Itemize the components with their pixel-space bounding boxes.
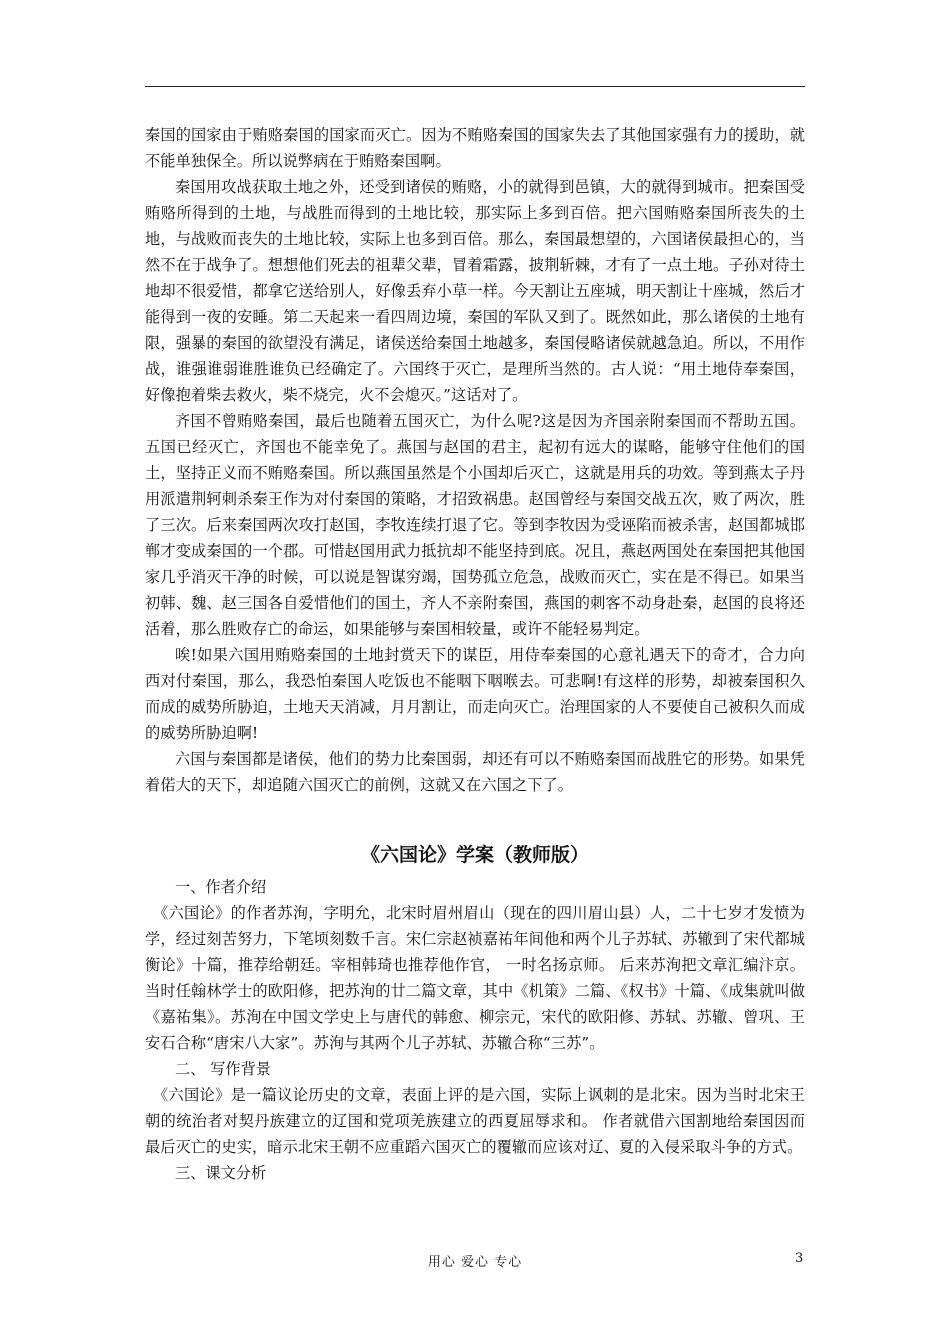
- footer-motto: 用心 爱心 专心: [427, 1255, 523, 1270]
- section-heading-background: 二、 写作背景: [175, 1060, 271, 1078]
- section-heading-author: 一、作者介绍: [175, 878, 267, 896]
- essay-paragraph-5: 六国与秦国都是诸侯，他们的势力比秦国弱，却还有可以不贿赂秦国而战胜它的形势。如果凭着偌大的天下，却追随六国灭亡的前例，这就又在六国之下了。: [145, 750, 805, 794]
- essay-paragraph-2: 秦国用攻战获取土地之外，还受到诸侯的贿赂，小的就得到邑镇，大的就得到城市。把秦国受贿赂所得到的土地，与战胜而得到的土地比较，那实际上多到百倍。把六国贿赂秦国所丧失的土地，与战败而丧失的土地比较，实际上也多到百倍。那么，秦国最想望的，六国诸侯最担心的，当然不在于战争了。想想他们死去的祖辈父辈，冒着霜露，披荆斩棘，才有了一点土地。子孙对待土地却不很爱惜，都拿它送给别人，好像丢弃小草一样。今天割让五座城，明天割让十座城，然后才能得到一夜的安睡。第二天起来一看四周边境，秦国的军队又到了。既然如此，那么诸侯的土地有限，强暴的秦国的欲望没有满足，诸侯送给秦国土地越多，秦国侵略诸侯就越急迫。所以，不用作战，谁强谁弱谁胜谁负已经确定了。六国终于灭亡，是理所当然的。古人说：“用土地侍奉秦国，好像抱着柴去救火，柴不烧完，火不会熄灭。”这话对了。: [145, 178, 805, 404]
- header-rule: [145, 86, 805, 87]
- page-number: 3: [795, 1251, 804, 1266]
- essay-paragraph-3: 齐国不曾贿赂秦国，最后也随着五国灭亡，为什么呢?这是因为齐国亲附秦国而不帮助五国。五国已经灭亡，齐国也不能幸免了。燕国与赵国的君主，起初有远大的谋略，能够守住他们的国土，坚持正义而不贿赂秦国。所以燕国虽然是个小国却后灭亡，这就是用兵的功效。等到燕太子丹用派遣荆轲刺杀秦王作为对付秦国的策略，才招致祸患。赵国曾经与秦国交战五次，败了两次，胜了三次。后来秦国两次攻打赵国，李牧连续打退了它。等到李牧因为受诬陷而被杀害，赵国都城邯郸才变成秦国的一个郡。可惜赵国用武力抵抗却不能坚持到底。况且，燕赵两国处在秦国把其他国家几乎消灭干净的时候，可以说是智谋穷竭，国势孤立危急，战败而灭亡，实在是不得已。如果当初韩、魏、赵三国各自爱惜他们的国土，齐人不亲附秦国，燕国的刺客不动身赴秦，赵国的良将还活着，那么胜败存亡的命运，如果能够与秦国相较量，或许不能轻易判定。: [145, 412, 805, 638]
- study-plan-title: 《六国论》学案（教师版）: [360, 844, 589, 866]
- page-content: [145, 122, 805, 1186]
- section-text-background: 《六国论》是一篇议论历史的文章，表面上评的是六国，实际上讽刺的是北宋。因为当时北宋王朝的统治者对契丹族建立的辽国和党项羌族建立的西夏屈辱求和。 作者就借六国割地给秦国因而最后灭亡的史实，暗示北宋王朝不应重蹈六国灭亡的覆辙而应该对辽、夏的入侵采取斗争的方式。: [145, 1086, 805, 1156]
- section-text-author: 《六国论》的作者苏洵，字明允，北宋时眉州眉山（现在的四川眉山县）人，二十七岁才发愤为学，经过刻苦努力，下笔顷刻数千言。宋仁宗赵祯嘉祐年间他和两个儿子苏轼、苏辙到了宋代都城衡论》十篇，推荐给朝廷。宰相韩琦也推荐他作官， 一时名扬京师。 后来苏洵把文章汇编汴京。当时任翰林学士的欧阳修，把苏洵的廿二篇文章，其中《机策》二篇、《权书》十篇、《成集就叫做《嘉祐集》。苏洵在中国文学史上与唐代的韩愈、柳宗元，宋代的欧阳修、苏轼、苏辙、曾巩、王安石合称“唐宋八大家”。苏洵与其两个儿子苏轼、苏辙合称“三苏”。: [145, 904, 805, 1052]
- section-heading-analysis: 三、课文分析: [175, 1164, 267, 1182]
- essay-paragraph-1: 秦国的国家由于贿赂秦国的国家而灭亡。因为不贿赂秦国的国家失去了其他国家强有力的援助，就不能单独保全。所以说弊病在于贿赂秦国啊。: [145, 126, 805, 170]
- essay-paragraph-4: 唉!如果六国用贿赂秦国的土地封赏天下的谋臣，用侍奉秦国的心意礼遇天下的奇才，合力向西对付秦国，那么，我恐怕秦国人吃饭也不能咽下咽喉去。可悲啊!有这样的形势，却被秦国积久而成的威势所胁迫，土地天天消减，月月割让，而走向灭亡。治理国家的人不要使自己被积久而成的威势所胁迫啊!: [145, 646, 805, 742]
